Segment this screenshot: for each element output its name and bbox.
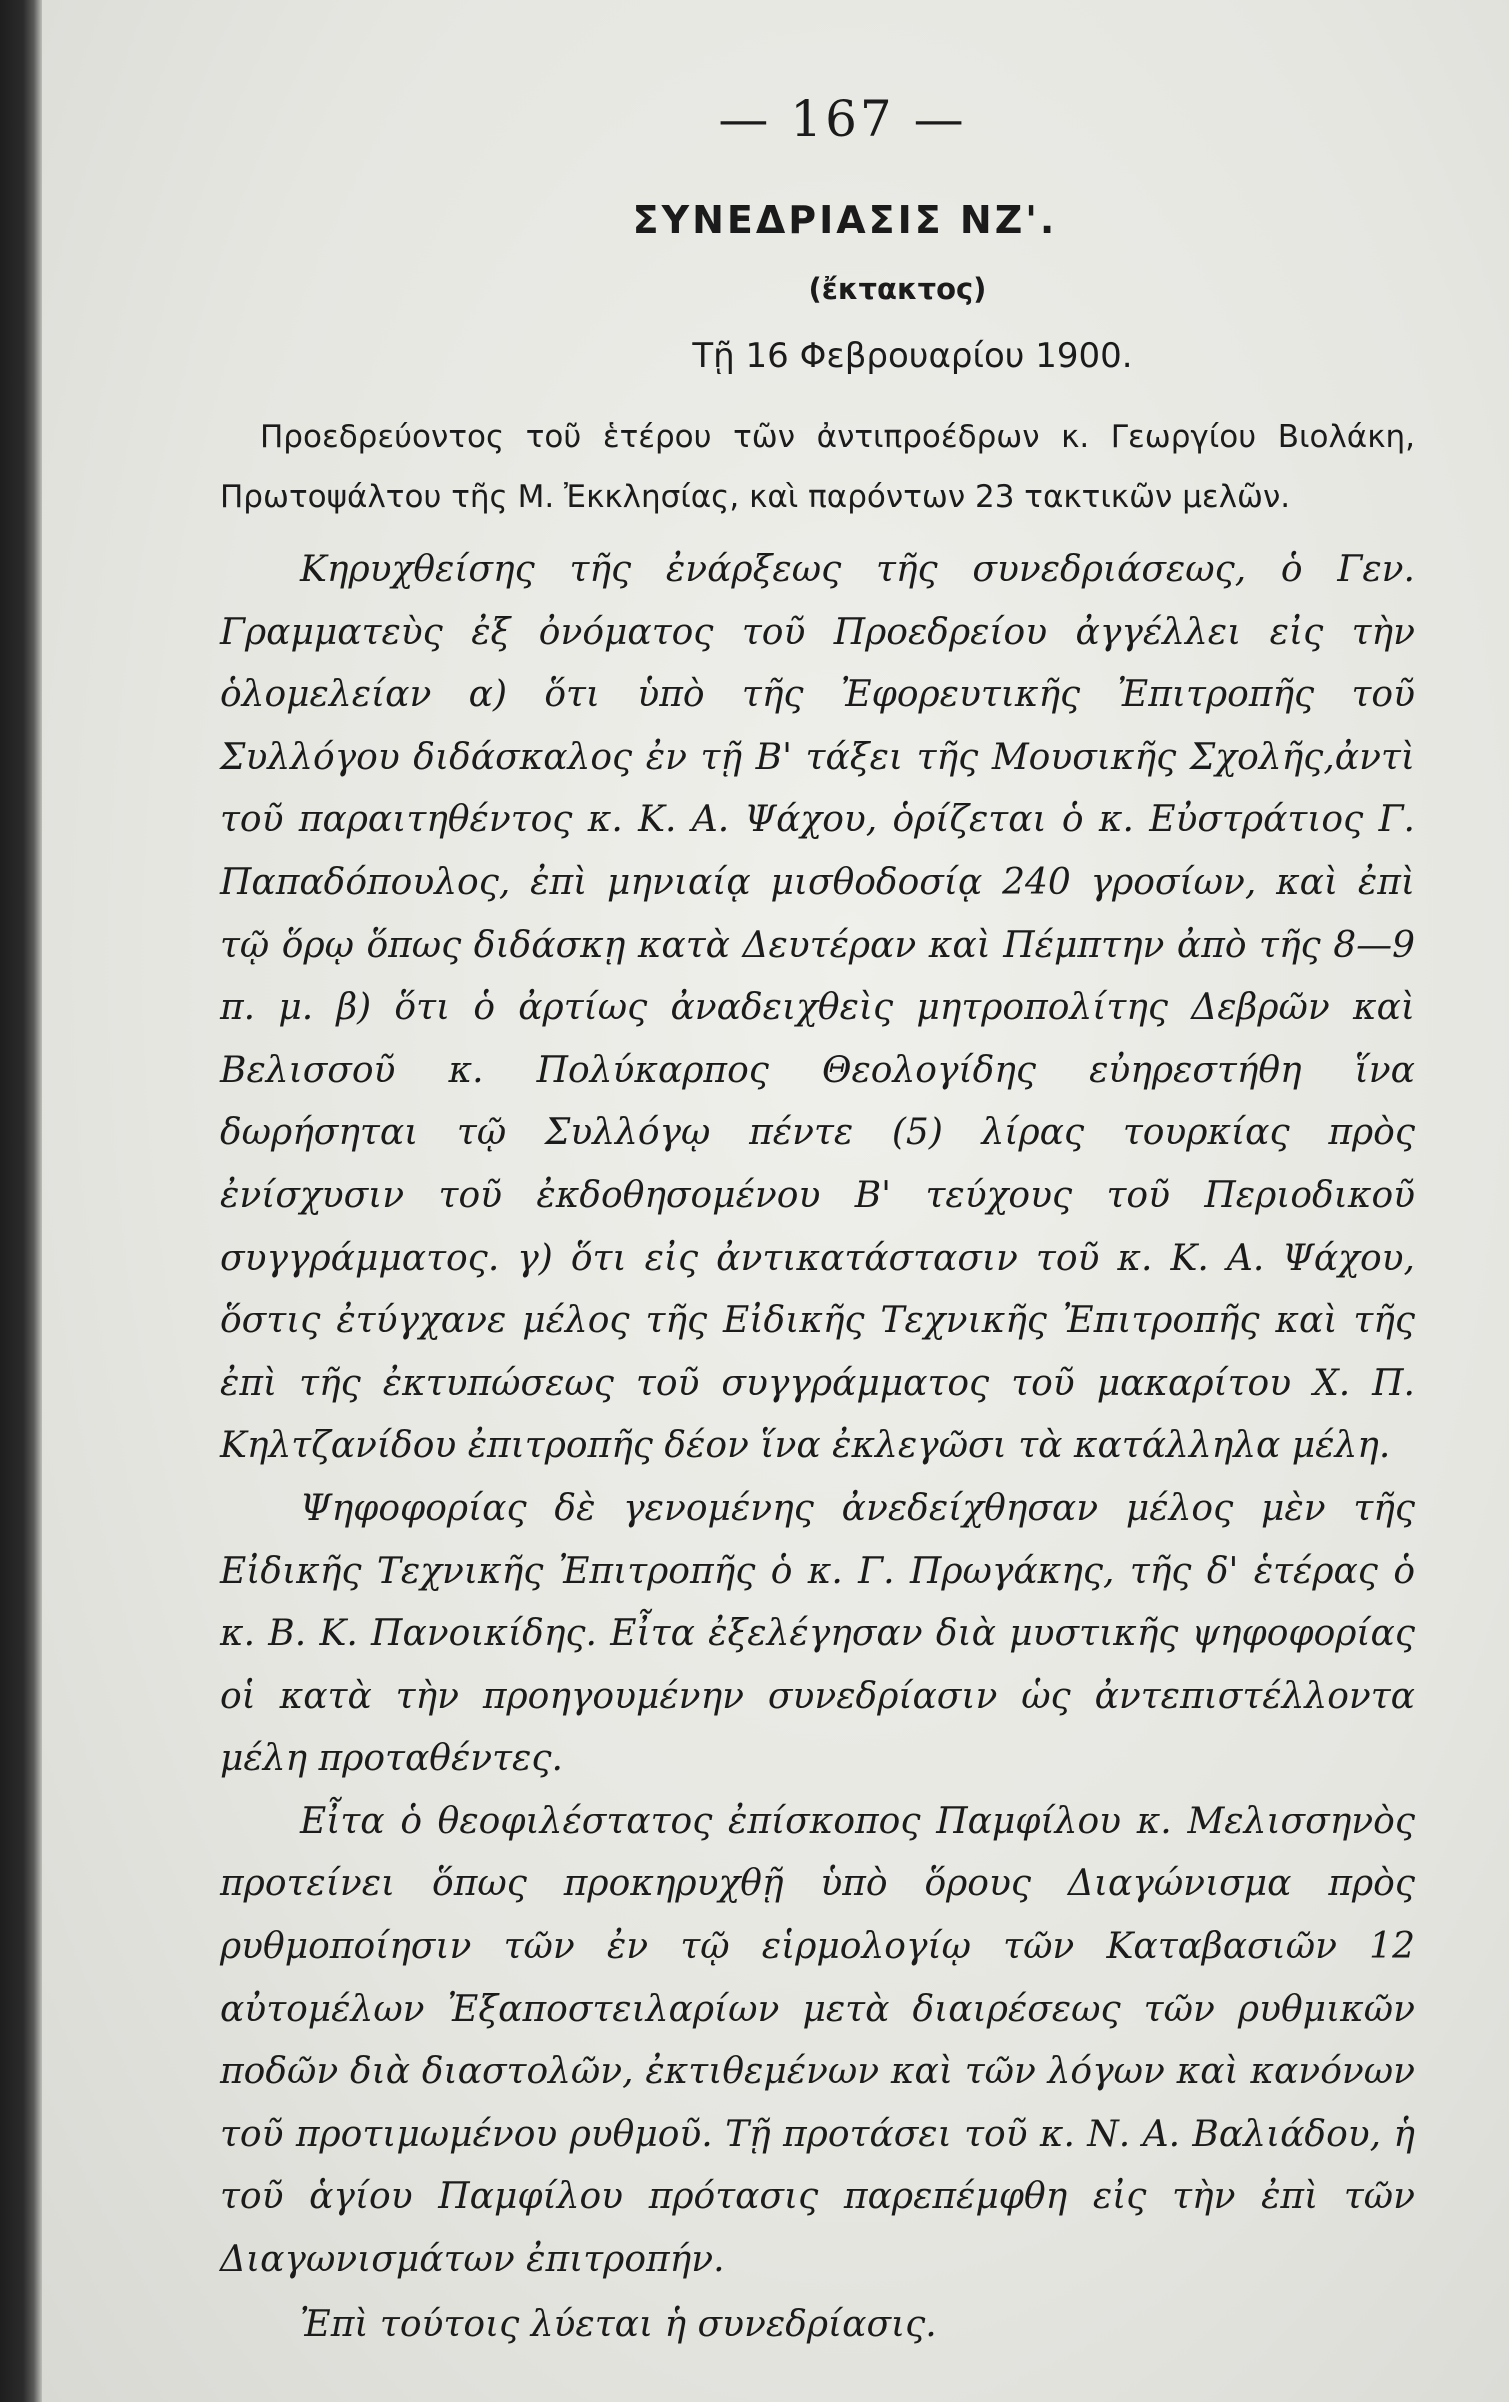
session-date: Τῇ 16 Φεβρουαρίου 1900.: [692, 336, 1133, 376]
election-paragraph: Ψηφοφορίας δὲ γενομένης ἀνεδείχθησαν μέλος μὲν τῆς Εἰδικῆς Τεχνικῆς Ἐπιτροπῆς ὁ κ. Γ. Πρωγάκης, τῆς δ' ἑτέρας ὁ κ. Β. Κ. Πανοικίδης. Εἶτα ἐξελέγησαν διὰ μυστικῆς ψηφοφορίας οἱ κατὰ τὴν προηγουμένην συνεδρίασιν ὡς ἀντεπιστέλλοντα μέλη προταθέντες.: [220, 1487, 1415, 1780]
scanned-page: [42, 0, 1509, 2402]
presiding-paragraph: Προεδρεύοντος τοῦ ἑτέρου τῶν ἀντιπροέδρων κ. Γεωργίου Βιολάκη, Πρωτοψάλτου τῆς Μ. Ἐκκλησίας, καὶ παρόντων 23 τακτικῶν μελῶν.: [220, 419, 1415, 515]
announcements-paragraph: Κηρυχθείσης τῆς ἐνάρξεως τῆς συνεδριάσεως, ὁ Γεν. Γραμματεὺς ἐξ ὀνόματος τοῦ Προεδρείου ἀγγέλλει εἰς τὴν ὁλομελείαν α) ὅτι ὑπὸ τῆς Ἐφορευτικῆς Ἐπιτροπῆς τοῦ Συλλόγου διδάσκαλος ἐν τῇ Β' τάξει τῆς Μουσικῆς Σχολῆς,ἀντὶ τοῦ παραιτηθέντος κ. Κ. Α. Ψάχου, ὁρίζεται ὁ κ. Εὐστράτιος Γ. Παπαδόπουλος, ἐπὶ μηνιαίᾳ μισθοδοσίᾳ 240 γροσίων, καὶ ἐπὶ τῷ ὅρῳ ὅπως διδάσκῃ κατὰ Δευτέραν καὶ Πέμπτην ἀπὸ τῆς 8—9 π. μ. β) ὅτι ὁ ἀρτίως ἀναδειχθεὶς μητροπολίτης Δεβρῶν καὶ Βελισσοῦ κ. Πολύκαρπος Θεολογίδης εὐηρεστήθη ἵνα δωρήσηται τῷ Συλλόγῳ πέντε (5) λίρας τουρκίας πρὸς ἐνίσχυσιν τοῦ ἐκδοθησομένου Β' τεύχους τοῦ Περιοδικοῦ συγγράμματος. γ) ὅτι εἰς ἀντικατάστασιν τοῦ κ. Κ. Α. Ψάχου, ὅστις ἐτύγχανε μέλος τῆς Εἰδικῆς Τεχνικῆς Ἐπιτροπῆς καὶ τῆς ἐπὶ τῆς ἐκτυπώσεως τοῦ συγγράμματος τοῦ μακαρίτου Χ. Π. Κηλτζανίδου ἐπιτροπῆς δέον ἵνα ἐκλεγῶσι τὰ κατάλληλα μέλη.: [220, 549, 1415, 1467]
session-subtitle: (ἔκτακτος): [808, 272, 987, 306]
session-title: ΣΥΝΕΔΡΙΑΣΙΣ ΝΖ'.: [632, 198, 1058, 242]
closing-line: Ἐπὶ τούτοις λύεται ἡ συνεδρίασις.: [300, 2303, 937, 2345]
page-number: — 167 —: [718, 90, 967, 148]
page-content: [220, 90, 1415, 2356]
proposal-paragraph: Εἶτα ὁ θεοφιλέστατος ἐπίσκοπος Παμφίλου κ. Μελισσηνὸς προτείνει ὅπως προκηρυχθῇ ὑπὸ ὅρους Διαγώνισμα πρὸς ρυθμοποίησιν τῶν ἐν τῷ εἱρμολογίῳ τῶν Καταβασιῶν 12 αὐτομέλων Ἐξαποστειλαρίων μετὰ διαιρέσεως τῶν ρυθμικῶν ποδῶν διὰ διαστολῶν, ἐκτιθεμένων καὶ τῶν λόγων καὶ κανόνων τοῦ προτιμωμένου ρυθμοῦ. Τῇ προτάσει τοῦ κ. Ν. Α. Βαλιάδου, ἡ τοῦ ἁγίου Παμφίλου πρότασις παρεπέμφθη εἰς τὴν ἐπὶ τῶν Διαγωνισμάτων ἐπιτροπήν.: [220, 1800, 1415, 2281]
book-spine-shadow: [0, 0, 42, 2402]
